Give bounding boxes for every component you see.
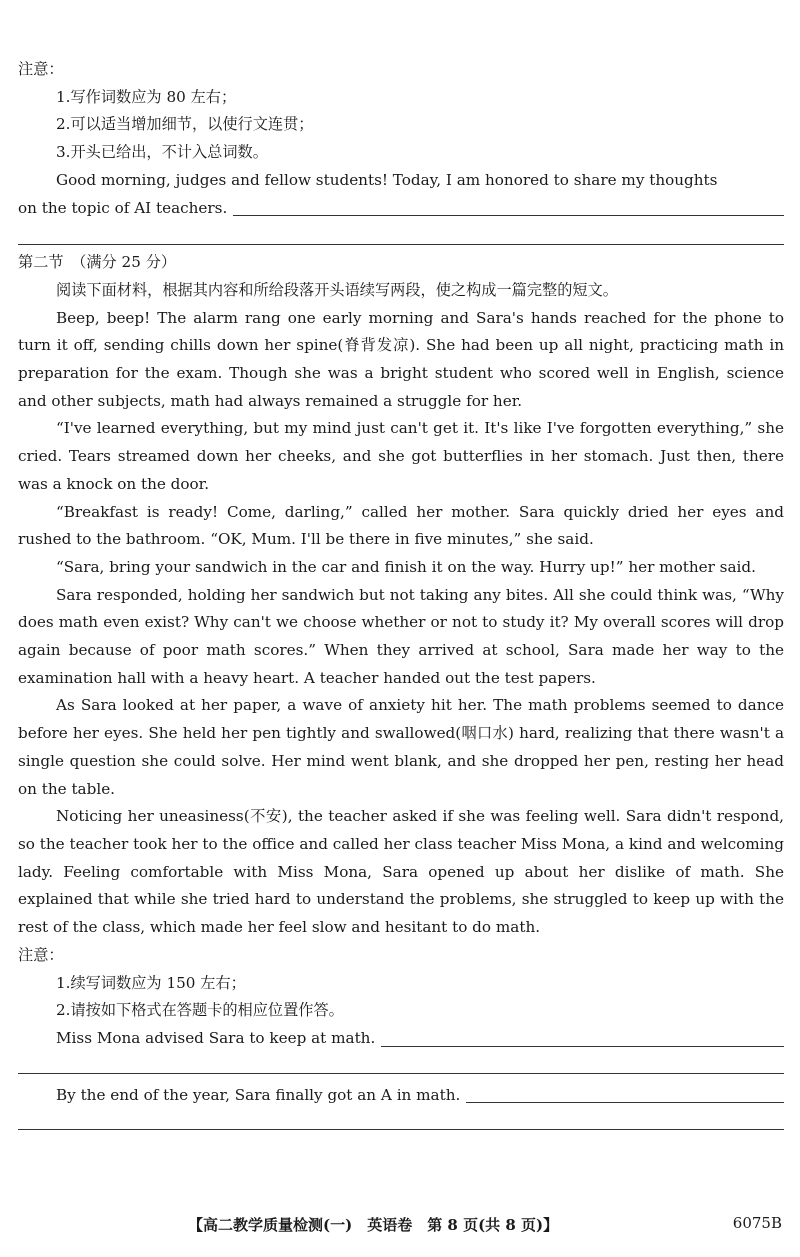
note-item: 1.写作词数应为 80 左右； [56,87,237,106]
section-title: 第二节 （满分 25 分） [18,253,177,272]
page-footer [0,1214,800,1238]
story-paragraph: Beep, beep! The alarm rang one early morning and Sara's hands reached for the phone to turn it off, sending chills down her spine(脊背发凉). She had been up all night, practicing math in preparation for the exam. Though she was a bright student who scored well in English, science and other subjects, math had always remained a struggle for her. [18,308,784,410]
story-paragraph: “I've learned everything, but my mind just can't get it. It's like I've forgotten everything,” she cried. Tears streamed down her cheeks, and she got butterflies in her stomach. Just then, there was a knock on the door. [18,419,784,493]
opening-line-row [18,195,784,223]
note-item: 2.请按如下格式在答题卡的相应位置作答。 [56,1001,344,1020]
story-paragraph: Noticing her uneasiness(不安), the teacher asked if she was feeling well. Sara didn't respond, so the teacher took her to the office and called her class teacher Miss Mona, a kind and welcoming lady. Feeling comfortable with Miss Mona, Sara opened up about her dislike of math. She explained that while she tried hard to understand the problems, she struggled to keep up with the rest of the class, which made her feel slow and hesitant to do math. [18,807,784,937]
continuation-prompt-1: Miss Mona advised Sara to keep at math. [56,1028,376,1047]
answer-blank[interactable] [466,1102,784,1103]
story-paragraph: “Breakfast is ready! Come, darling,” called her mother. Sara quickly dried her eyes and rushed to the bathroom. “OK, Mum. I'll be there in five minutes,” she said. [18,502,784,549]
answer-rule[interactable] [18,1129,784,1130]
answer-blank[interactable] [233,215,784,216]
exam-page [18,56,784,1130]
note-item: 1.续写词数应为 150 左右； [56,973,246,992]
prompt-row [18,1082,784,1110]
answer-rule[interactable] [18,244,784,245]
footer-title: 【高二教学质量检测(一) 英语卷 第 8 页(共 8 页)】 [188,1216,559,1234]
paper-code: 6075B [732,1214,782,1232]
story-paragraph: “Sara, bring your sandwich in the car and finish it on the way. Hurry up!” her mother said. [56,557,756,576]
story-paragraph: Sara responded, holding her sandwich but not taking any bites. All she could think was, “Why does math even exist? Why can't we choose whether or not to study it? My overall scores will drop again because of poor math scores.” When they arrived at school, Sara made her way to the examination hall with a heavy heart. A teacher handed out the test papers. [18,585,784,687]
section-instruction: 阅读下面材料，根据其内容和所给段落开头语续写两段，使之构成一篇完整的短文。 [56,280,618,299]
note-item: 2.可以适当增加细节，以使行文连贯； [56,115,314,134]
answer-blank[interactable] [381,1046,784,1047]
note-title: 注意： [18,945,64,964]
opening-line-end: on the topic of AI teachers. [18,198,228,217]
opening-line: Good morning, judges and fellow students! Today, I am honored to share my thoughts [56,170,718,189]
story-paragraph: As Sara looked at her paper, a wave of anxiety hit her. The math problems seemed to dance before her eyes. She held her pen tightly and swallowed(咽口水) hard, realizing that there wasn't a single question she could solve. Her mind went blank, and she dropped her pen, resting her head on the table. [18,696,784,798]
continuation-prompt-2: By the end of the year, Sara finally got an A in math. [56,1085,461,1104]
note-title: 注意： [18,60,64,78]
prompt-row [18,1025,784,1053]
note-item: 3.开头已给出，不计入总词数。 [56,143,268,162]
